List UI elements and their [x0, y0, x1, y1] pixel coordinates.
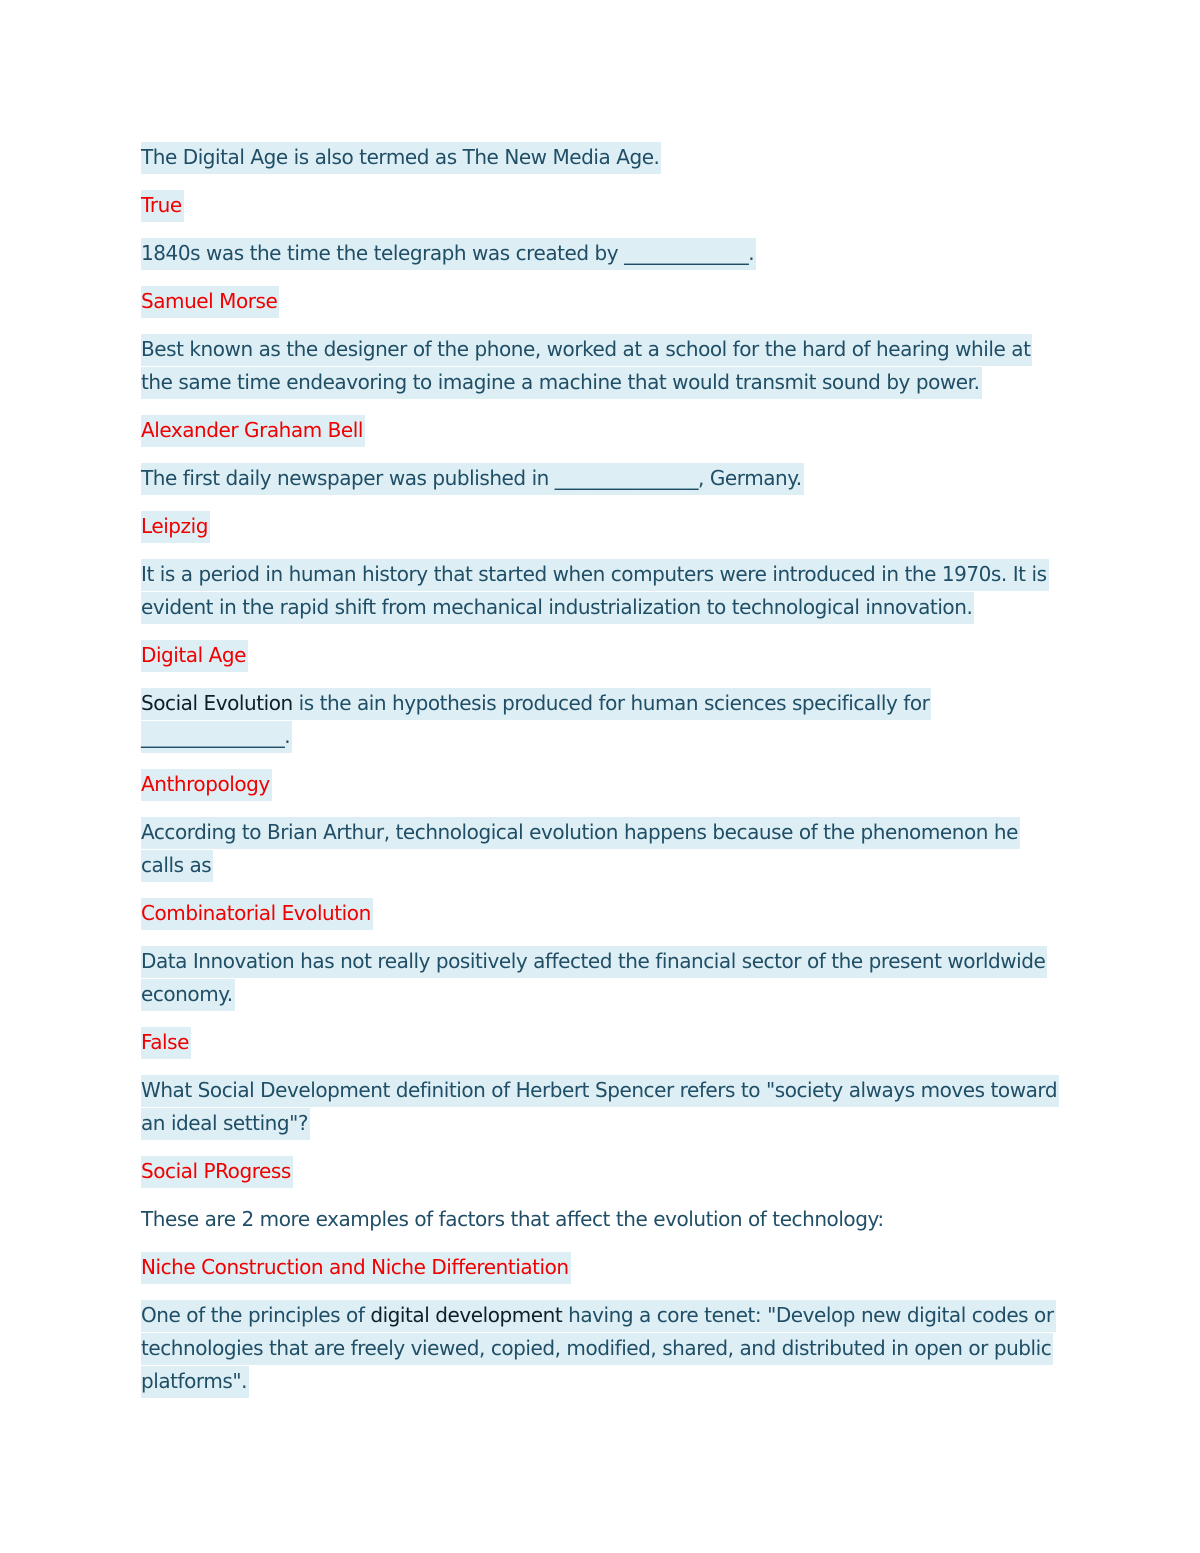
answer-text: True [141, 190, 184, 222]
answer-text: Samuel Morse [141, 286, 279, 318]
question-rest: having a core tenet: "Develop new digital codes or technologies that are freely viewed, copied, modified, shared, and distributed in open or public platforms". [141, 1303, 1054, 1393]
answer-text: Digital Age [141, 640, 248, 672]
question-10 [141, 1203, 1061, 1236]
question-pre: One of the principles of [141, 1303, 371, 1327]
question-11 [141, 1299, 1061, 1398]
answer-1 [141, 189, 1061, 222]
answer-4 [141, 510, 1061, 543]
question-rest: is the ain hypothesis produced for human sciences specifically for _______________. [141, 691, 930, 748]
answer-text: Alexander Graham Bell [141, 415, 365, 447]
question-emphasis: Social Evolution [141, 691, 293, 715]
document-body [141, 141, 1061, 1398]
answer-10 [141, 1251, 1061, 1284]
question-text [141, 688, 931, 753]
answer-7 [141, 897, 1061, 930]
answer-5 [141, 639, 1061, 672]
question-emphasis: digital development [370, 1303, 563, 1327]
question-4 [141, 462, 1061, 495]
answer-text: Social PRogress [141, 1156, 293, 1188]
question-text: The first daily newspaper was published in _______________, Germany. [141, 463, 804, 495]
question-3 [141, 333, 1061, 399]
answer-3 [141, 414, 1061, 447]
question-text: The Digital Age is also termed as The New Media Age. [141, 142, 661, 174]
question-7 [141, 816, 1061, 882]
answer-text: Combinatorial Evolution [141, 898, 373, 930]
question-text: What Social Development definition of Herbert Spencer refers to "society always moves toward an ideal setting"? [141, 1075, 1059, 1140]
question-text: These are 2 more examples of factors that affect the evolution of technology: [141, 1207, 884, 1231]
question-2 [141, 237, 1061, 270]
question-9 [141, 1074, 1061, 1140]
question-text: 1840s was the time the telegraph was created by _____________. [141, 238, 756, 270]
answer-6 [141, 768, 1061, 801]
question-text: It is a period in human history that started when computers were introduced in the 1970s. It is evident in the rapid shift from mechanical industrialization to technological innovation. [141, 559, 1049, 624]
question-6 [141, 687, 1061, 753]
question-text [141, 1300, 1056, 1398]
question-1 [141, 141, 1061, 174]
question-8 [141, 945, 1061, 1011]
answer-text: Niche Construction and Niche Differentiation [141, 1252, 571, 1284]
question-text: According to Brian Arthur, technological evolution happens because of the phenomenon he calls as [141, 817, 1020, 882]
answer-2 [141, 285, 1061, 318]
answer-8 [141, 1026, 1061, 1059]
answer-text: False [141, 1027, 191, 1059]
answer-text: Anthropology [141, 769, 272, 801]
question-5 [141, 558, 1061, 624]
question-text: Best known as the designer of the phone, worked at a school for the hard of hearing while at the same time endeavoring to imagine a machine that would transmit sound by power. [141, 334, 1032, 399]
answer-9 [141, 1155, 1061, 1188]
answer-text: Leipzig [141, 511, 210, 543]
question-text: Data Innovation has not really positively affected the financial sector of the present worldwide economy. [141, 946, 1047, 1011]
